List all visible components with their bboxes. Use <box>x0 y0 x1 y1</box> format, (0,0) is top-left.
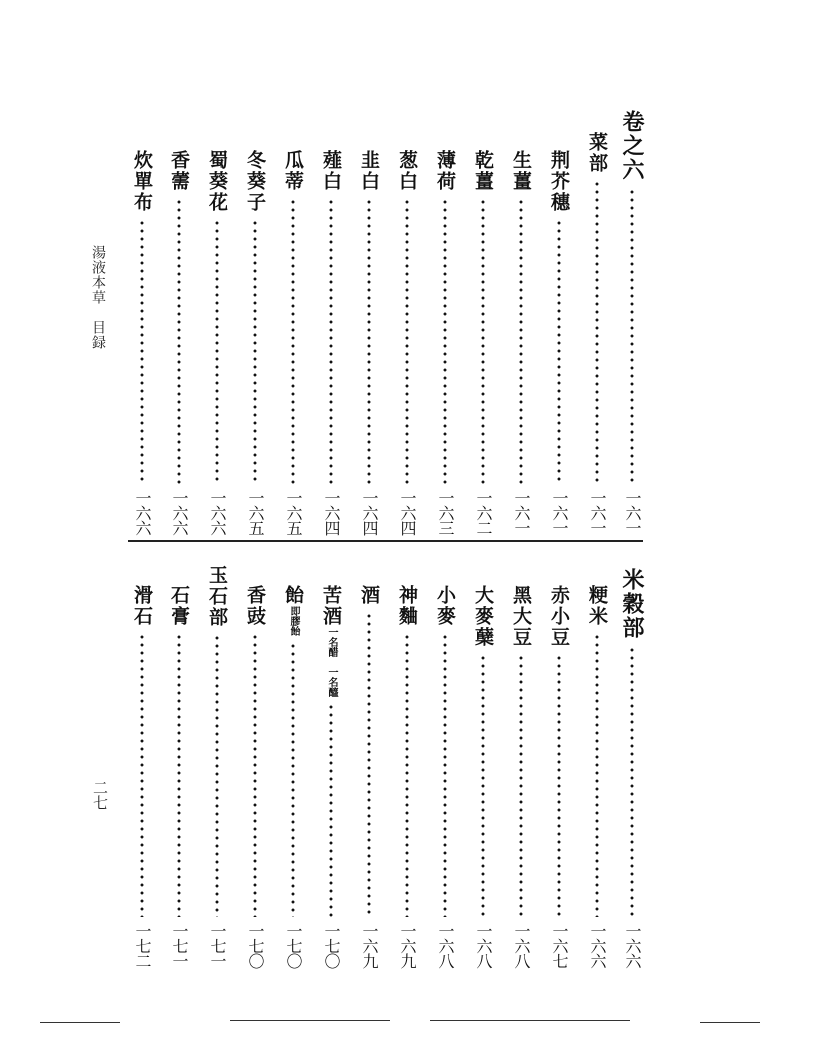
toc-entry <box>130 150 154 535</box>
leader-dots <box>557 654 561 917</box>
toc-title: 韭白 <box>358 150 380 192</box>
toc-title: 石部 <box>206 586 228 628</box>
toc-page-number: 一六四 <box>398 490 417 535</box>
toc-page-number: 一六一 <box>512 490 531 535</box>
toc-page-number: 一六六 <box>170 490 189 535</box>
toc-page-number: 一七〇 <box>322 923 341 968</box>
leader-dots <box>329 703 333 917</box>
leader-dots <box>443 198 447 484</box>
toc-page-number: 一六一 <box>623 490 642 535</box>
toc-entry-chapter <box>620 110 644 535</box>
toc-title: 石膏 <box>168 585 190 627</box>
toc-title: 冬葵子 <box>244 150 266 213</box>
toc-entry <box>471 150 495 535</box>
toc-entry <box>167 150 191 535</box>
toc-page-number: 一六六 <box>623 923 642 968</box>
toc-title: 薤白 <box>320 150 342 192</box>
toc-title: 生薑 <box>510 150 532 192</box>
leader-dots <box>405 198 409 484</box>
toc-page-number: 一六四 <box>322 490 341 535</box>
toc-page-number: 一六八 <box>512 923 531 968</box>
toc-page-number: 一六三 <box>436 490 455 535</box>
toc-page-number: 一六六 <box>133 490 152 535</box>
toc-entry <box>281 585 305 968</box>
leader-dots <box>557 219 561 484</box>
leader-dots <box>367 198 371 484</box>
toc-page-number: 一七〇 <box>284 923 303 968</box>
toc-page-number: 一七〇 <box>246 923 265 968</box>
toc-page-number: 一六七 <box>550 923 569 968</box>
toc-entry <box>319 150 343 535</box>
toc-page-number: 一六八 <box>474 923 493 968</box>
toc-title: 瓜蒂 <box>282 150 304 192</box>
toc-page-number: 一六一 <box>588 490 607 535</box>
toc-page-number: 一六五 <box>246 490 265 535</box>
toc-entry <box>585 585 609 968</box>
page-number: 二七 <box>91 780 109 810</box>
toc-page-number: 一六六 <box>588 923 607 968</box>
toc-title: 米穀部 <box>619 568 645 640</box>
scan-edge-line <box>700 1022 760 1023</box>
leader-dots <box>595 633 599 917</box>
toc-entry <box>243 150 267 535</box>
toc-page-number: 一六八 <box>436 923 455 968</box>
toc-title: 酒 <box>358 585 380 606</box>
leader-dots <box>443 633 447 917</box>
leader-dots <box>405 633 409 917</box>
toc-page-number: 一六二 <box>474 490 493 535</box>
leader-dots <box>291 198 295 484</box>
toc-title: 滑石 <box>131 585 153 627</box>
leader-dots <box>481 654 485 917</box>
toc-entry <box>357 150 381 535</box>
toc-note: 一名醋 一名醯 <box>326 627 337 697</box>
leader-dots <box>177 633 181 917</box>
toc-subsection-mark: 玉 <box>206 565 228 586</box>
toc-title: 香豉 <box>244 585 266 627</box>
leader-dots <box>291 642 295 917</box>
toc-title: 飴 <box>282 585 304 606</box>
toc-page-number: 一七二 <box>133 923 152 968</box>
leader-dots <box>215 634 219 917</box>
leader-dots <box>329 198 333 484</box>
toc-title: 荆芥穗 <box>548 150 570 213</box>
toc-entry <box>319 585 343 968</box>
toc-title: 葱白 <box>396 150 418 192</box>
leader-dots <box>140 633 144 917</box>
scan-edge-line <box>230 1020 390 1021</box>
toc-page-number: 一六六 <box>208 490 227 535</box>
toc-title: 粳米 <box>586 585 608 627</box>
leader-dots <box>367 612 371 917</box>
toc-title: 大麥蘖 <box>472 585 494 648</box>
toc-entry <box>509 585 533 968</box>
scan-edge-line <box>40 1022 120 1023</box>
leader-dots <box>215 219 219 484</box>
toc-page-number: 一六五 <box>284 490 303 535</box>
toc-entry <box>433 150 457 535</box>
toc-title: 神麯 <box>396 585 418 627</box>
toc-entry-section <box>620 568 644 968</box>
toc-title: 乾薑 <box>472 150 494 192</box>
leader-dots <box>253 219 257 484</box>
toc-title: 黑大豆 <box>510 585 532 648</box>
toc-entry <box>243 585 267 968</box>
leader-dots <box>140 219 144 484</box>
toc-page-number: 一六九 <box>360 923 379 968</box>
leader-dots <box>481 198 485 484</box>
toc-entry <box>547 150 571 535</box>
section-divider <box>128 540 643 542</box>
toc-entry <box>130 585 154 968</box>
toc-page-number: 一六一 <box>550 490 569 535</box>
toc-page-number: 一六九 <box>398 923 417 968</box>
toc-page-number: 一六四 <box>360 490 379 535</box>
toc-title: 香薷 <box>168 150 190 192</box>
toc-title: 薄荷 <box>434 150 456 192</box>
toc-entry <box>395 150 419 535</box>
toc-title: 炊單布 <box>131 150 153 213</box>
leader-dots <box>595 180 599 484</box>
leader-dots <box>253 633 257 917</box>
toc-entry <box>357 585 381 968</box>
toc-entry-section <box>205 565 229 968</box>
toc-title: 赤小豆 <box>548 585 570 648</box>
book-running-title: 湯液本草 目録 <box>90 245 106 350</box>
toc-title: 苦酒 <box>320 585 342 627</box>
toc-title: 小麥 <box>434 585 456 627</box>
toc-title: 菜部 <box>586 132 608 174</box>
toc-entry <box>395 585 419 968</box>
leader-dots <box>177 198 181 484</box>
leader-dots <box>630 646 634 917</box>
toc-page-number: 一七一 <box>208 923 227 968</box>
leader-dots <box>519 654 523 917</box>
scan-edge-line <box>430 1020 630 1021</box>
toc-entry <box>547 585 571 968</box>
toc-title: 卷之六 <box>619 110 645 182</box>
toc-entry <box>281 150 305 535</box>
toc-note: 即膠飴 <box>288 606 299 636</box>
leader-dots <box>519 198 523 484</box>
toc-entry <box>205 150 229 535</box>
toc-entry <box>433 585 457 968</box>
toc-entry <box>167 585 191 968</box>
leader-dots <box>630 188 634 484</box>
toc-entry <box>471 585 495 968</box>
toc-page-number: 一七一 <box>170 923 189 968</box>
toc-entry <box>509 150 533 535</box>
toc-entry-section <box>585 132 609 535</box>
toc-title: 蜀葵花 <box>206 150 228 213</box>
